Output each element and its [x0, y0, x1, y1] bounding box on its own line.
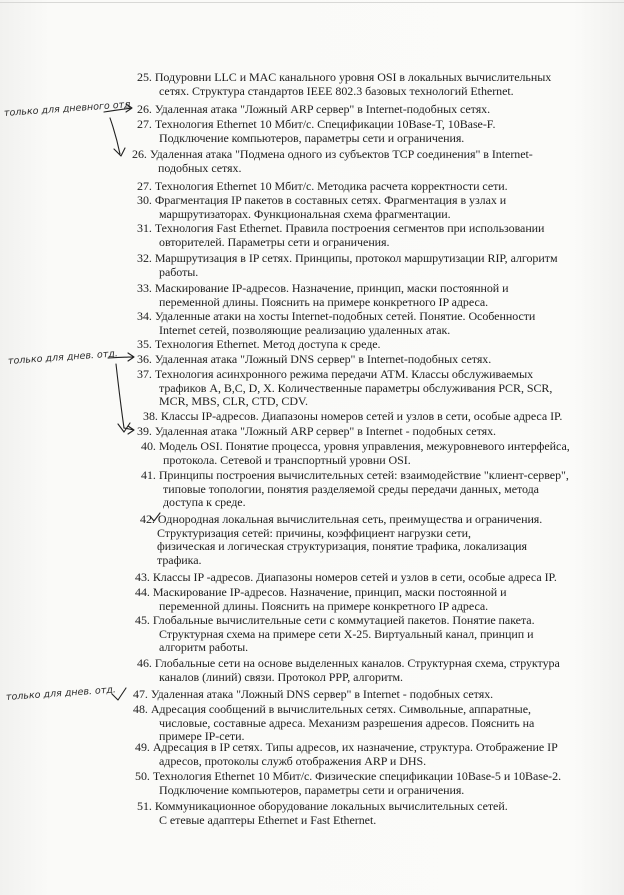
item-number: 34.: [137, 309, 152, 323]
list-item: [135, 586, 507, 613]
list-item: [137, 425, 496, 439]
item-text-continued: MCR, MBS, CLR, CTD, CDV.: [159, 394, 308, 409]
list-item: [137, 353, 491, 367]
item-text: Удаленная атака "Ложный DNS сервер" в Internet-подобных сетях.: [154, 352, 492, 366]
item-text: Технология Ethernet 10 Мбит/с. Спецификации 10Base-T, 10Base-F.: [154, 117, 496, 131]
item-text-continued: доступа к среде.: [163, 495, 246, 510]
item-number: 27.: [137, 179, 152, 193]
item-text: Технология Ethernet 10 Мбит/с. Физические спецификации 10Base-5 и 10Base-2.: [152, 769, 562, 783]
item-text: Адресация в IP сетях. Типы адресов, их назначение, структура. Отображение IP: [152, 740, 558, 754]
item-text: Маскирование IP-адресов. Назначение, принцип, маски постоянной и: [154, 281, 509, 295]
item-text-continued: трафика.: [157, 552, 202, 567]
item-number: 36.: [137, 352, 152, 366]
item-text-continued: переменной длины. Пояснить на примере конкретного IP адреса.: [159, 598, 489, 613]
item-text-continued: Подключение компьютеров, параметры сети и ограничения.: [159, 782, 465, 797]
item-number: 35.: [137, 337, 152, 351]
item-text: Адресация сообщений в вычислительных сетях. Символьные, аппаратные,: [150, 702, 531, 716]
list-item: [133, 703, 534, 744]
item-text-continued: протокола. Сетевой и транспортный уровни OSI.: [163, 452, 411, 467]
item-text-continued: адресов, протоколы служб отображения ARP и DHS.: [159, 753, 427, 768]
item-number: 31.: [137, 221, 152, 235]
item-text: Технология Fast Ethernet. Правила построения сегментов при использовании: [154, 221, 545, 235]
item-text: Однородная локальная вычислительная сеть, преимущества и ограничения.: [157, 512, 543, 526]
list-item: [133, 688, 493, 702]
item-text: Принципы построения вычислительных сетей: взаимодействие "клиент-сервер",: [158, 468, 569, 482]
item-number: 48.: [133, 702, 148, 716]
list-item: [141, 469, 569, 510]
list-item: [137, 368, 552, 409]
item-number: 25.: [137, 70, 152, 84]
item-text-continued: Структурная схема на примере сети X-25. Виртуальный канал, принцип и: [159, 626, 534, 641]
item-text: Удаленная атака "Подмена одного из субъектов TCP соединения" в Internet-: [149, 147, 533, 161]
item-number: 41.: [141, 468, 156, 482]
list-item: [132, 148, 533, 175]
item-text: Удаленная атака "Ложный DNS сервер" в Internet - подобных сетях.: [150, 687, 494, 701]
list-item: [137, 194, 506, 221]
item-text: Коммуникационное оборудование локальных вычислительных сетей.: [154, 799, 508, 813]
item-text: Технология асинхронного режима передачи ATM. Классы обслуживаемых: [154, 367, 534, 381]
list-item: [137, 180, 508, 194]
list-item: [137, 657, 560, 684]
item-text: Модель OSI. Понятие процесса, уровня управления, межуровневого интерфейса,: [158, 439, 570, 453]
item-text-continued: работы.: [159, 264, 199, 279]
list-item: [135, 770, 561, 797]
item-number: 44.: [135, 585, 150, 599]
item-text: Технология Ethernet 10 Мбит/с. Методика расчета корректности сети.: [154, 179, 508, 193]
item-text-continued: числовые, составные адреса. Механизм разрешения адресов. Пояснить на: [159, 715, 535, 730]
item-text: Классы IP-адресов. Диапазоны номеров сетей и узлов в сети, особые адреса IP.: [160, 409, 563, 423]
item-text-continued: С етевые адаптеры Ethernet и Fast Ethernet.: [159, 812, 377, 827]
item-number: 30.: [137, 193, 152, 207]
handwritten-note: только для днев. отд.: [5, 684, 117, 703]
item-number: 42.: [140, 512, 155, 526]
item-number: 26.: [132, 147, 147, 161]
item-number: 47.: [133, 687, 148, 701]
item-number: 40.: [141, 439, 156, 453]
item-number: 32.: [137, 251, 152, 265]
item-number: 33.: [137, 281, 152, 295]
item-text: Глобальные вычислительные сети с коммутацией пакетов. Понятие пакета.: [152, 613, 535, 627]
list-item: [141, 440, 570, 467]
item-number: 26.: [137, 102, 152, 116]
item-number: 50.: [135, 769, 150, 783]
item-number: 45.: [135, 613, 150, 627]
item-text: Классы IP -адресов. Диапазоны номеров сетей и узлов в сети, особые адреса IP.: [152, 570, 557, 584]
list-item: [135, 571, 557, 585]
item-text-continued: типовые топологии, понятия разделяемой среды передачи данных, метода: [163, 481, 539, 496]
item-text-continued: алгоритм работы.: [159, 640, 249, 655]
item-number: 49.: [135, 740, 150, 754]
item-text: Маршрутизация в IP сетях. Принципы, протокол маршрутизации RIP, алгоритм: [154, 251, 558, 265]
item-text: Маскирование IP-адресов. Назначение, принцип, маски постоянной и: [152, 585, 507, 599]
list-item: [140, 513, 542, 567]
item-text-continued: сетях. Структура стандартов IEEE 802.3 базовых технологий Ethernet.: [159, 83, 514, 98]
list-item: [137, 310, 535, 337]
item-text-continued: трафиков A, B,C, D, X. Количественные параметры обслуживания PCR, SCR,: [159, 380, 553, 395]
item-text: Удаленная атака "Ложный ARP сервер" в Internet - подобных сетях.: [154, 424, 496, 438]
item-number: 27.: [137, 117, 152, 131]
item-text-continued: подобных сетях.: [158, 160, 242, 175]
item-text-continued: Internet сетей, позволяющие реализацию удаленных атак.: [159, 322, 451, 337]
item-number: 39.: [137, 424, 152, 438]
item-text-continued: Структуризация сетей: причины, коэффициент нагрузки сети,: [157, 525, 471, 540]
handwritten-note: только для дневного отд: [3, 99, 132, 119]
item-text: Глобальные сети на основе выделенных каналов. Структурная схема, структура: [154, 656, 560, 670]
item-text: Фрагментация IP пакетов в составных сетях. Фрагментация в узлах и: [154, 193, 507, 207]
item-text: Технология Ethernet. Метод доступа к среде.: [154, 337, 381, 351]
item-text-continued: переменной длины. Пояснить на примере конкретного IP адреса.: [159, 294, 489, 309]
item-text: Подуровни LLC и MAC канального уровня OSI в локальных вычислительных: [154, 70, 552, 84]
list-item: [137, 103, 490, 117]
item-number: 37.: [137, 367, 152, 381]
item-text-continued: физическая и логическая структуризация, понятие трафика, локализация: [157, 539, 527, 554]
item-text-continued: Подключение компьютеров, параметры сети и ограничения.: [159, 130, 465, 145]
item-text-continued: маршрутизаторах. Функциональная схема фрагментации.: [159, 206, 451, 221]
list-item: [143, 410, 562, 424]
item-number: 46.: [137, 656, 152, 670]
list-item: [137, 222, 544, 249]
item-text: Удаленные атаки на хосты Internet-подобных сетей. Понятие. Особенности: [154, 309, 536, 323]
list-item: [137, 338, 380, 352]
list-item: [137, 282, 509, 309]
item-text-continued: каналов (линий) связи. Протокол PPP, алгоритм.: [159, 669, 404, 684]
list-item: [137, 71, 551, 98]
list-item: [135, 741, 558, 768]
list-item: [137, 252, 558, 279]
item-text-continued: овторителей. Параметры сети и ограничения.: [159, 234, 390, 249]
handwritten-note: только для днев. отд.: [7, 348, 119, 367]
item-text-continued: примере IP-сети.: [159, 729, 245, 744]
item-number: 51.: [137, 799, 152, 813]
item-text: Удаленная атака "Ложный ARP сервер" в Internet-подобных сетях.: [154, 102, 491, 116]
list-item: [135, 614, 535, 655]
list-item: [137, 800, 508, 827]
list-item: [137, 118, 495, 145]
item-number: 43.: [135, 570, 150, 584]
item-number: 38.: [143, 409, 158, 423]
